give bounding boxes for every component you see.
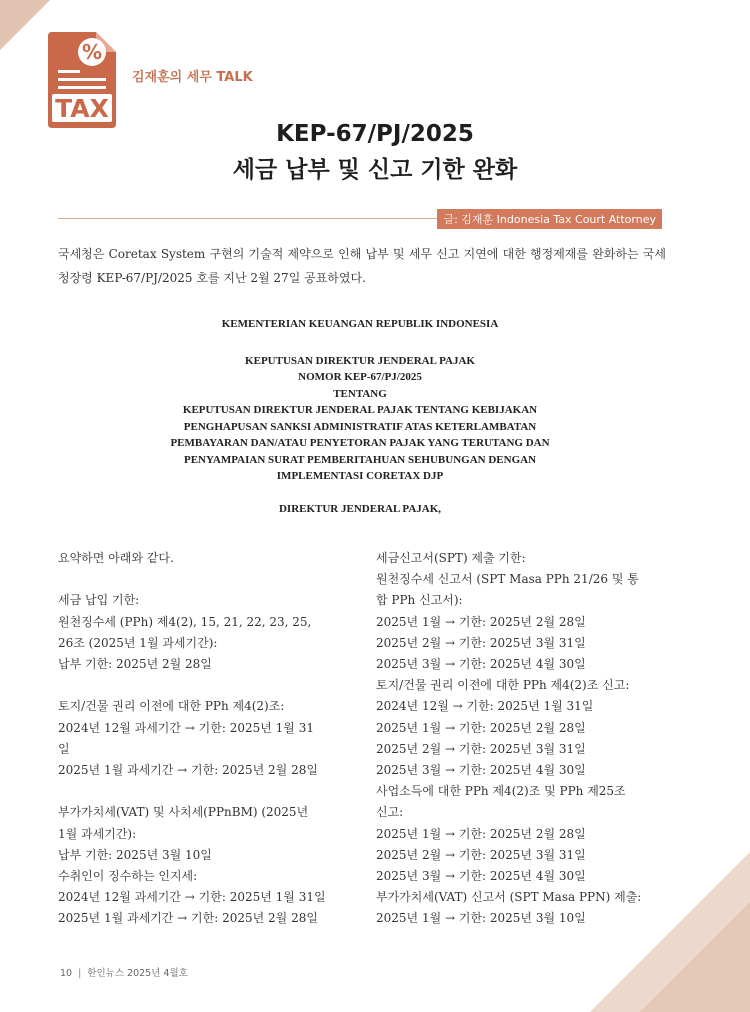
text-line: 부가가치세(VAT) 신고서 (SPT Masa PPN) 제출: <box>376 890 642 905</box>
logo-tax-text: TAX <box>55 94 109 123</box>
text-line: 26조 (2025년 1월 과세기간): <box>58 635 218 650</box>
text-line: 원천징수세 (PPh) 제4(2), 15, 21, 22, 23, 25, <box>58 614 312 629</box>
percent-symbol: % <box>81 40 103 64</box>
byline: 글: 김재훈 Indonesia Tax Court Attorney <box>437 209 662 229</box>
decree-line: KEPUTUSAN DIREKTUR JENDERAL PAJAK <box>245 354 475 367</box>
text-line: 2025년 2월 → 기한: 2025년 3월 31일 <box>376 635 586 650</box>
text-line: 납부 기한: 2025년 2월 28일 <box>58 657 212 671</box>
text-line: 요약하면 아래와 같다. <box>58 551 174 565</box>
decree-line: NOMOR KEP-67/PJ/2025 <box>298 371 422 383</box>
text-line: 부가가치세(VAT) 및 사치세(PPnBM) (2025년 <box>58 805 309 820</box>
text-line: 2025년 2월 → 기한: 2025년 3월 31일 <box>376 741 586 756</box>
page-number: 10 <box>60 968 73 979</box>
text-line: 합 PPh 신고서): <box>376 593 463 608</box>
decree-closing: DIREKTUR JENDERAL PAJAK, <box>278 502 442 515</box>
right-column <box>376 548 694 930</box>
text-line: 수취인이 징수하는 인지세: <box>58 869 198 883</box>
decree-line: KEPUTUSAN DIREKTUR JENDERAL PAJAK TENTANG KEBIJAKAN <box>182 404 538 416</box>
text-line: 원천징수세 신고서 (SPT Masa PPh 21/26 및 통 <box>376 572 639 587</box>
text-line: 일 <box>58 741 70 756</box>
text-line: 토지/건물 권리 이전에 대한 PPh 제4(2)조: <box>58 699 285 714</box>
decree-line: PENGHAPUSAN SANKSI ADMINISTRATIF ATAS KETERLAMBATAN <box>183 420 537 433</box>
text-line: 1월 과세기간): <box>58 826 137 841</box>
text-line: 세금 납입 기한: <box>58 593 140 608</box>
article-title <box>0 118 750 190</box>
column-label: 김재훈의 세무 TALK <box>132 70 253 85</box>
decree-line: PEMBAYARAN DAN/ATAU PENYETORAN PAJAK YANG TERUTANG DAN <box>170 437 550 449</box>
text-line: 2025년 1월 과세기간 → 기한: 2025년 2월 28일 <box>58 763 318 777</box>
text-line: 2025년 1월 과세기간 → 기한: 2025년 2월 28일 <box>58 911 318 926</box>
text-line: 2025년 3월 → 기한: 2025년 4월 30일 <box>376 869 586 884</box>
paragraph-gap <box>58 675 350 696</box>
text-line: 납부 기한: 2025년 3월 10일 <box>58 847 212 862</box>
text-line: 2025년 1월 → 기한: 2025년 2월 28일 <box>376 826 586 841</box>
text-line: 2025년 2월 → 기한: 2025년 3월 31일 <box>376 847 586 862</box>
text-line: 2025년 1월 → 기한: 2025년 3월 10일 <box>376 911 586 926</box>
decree-header <box>58 316 662 517</box>
text-line: 2025년 3월 → 기한: 2025년 4월 30일 <box>376 763 586 778</box>
title-line-2: 세금 납부 및 신고 기한 완화 <box>232 157 518 183</box>
text-line: 2024년 12월 과세기간 → 기한: 2025년 1월 31일 <box>58 890 326 905</box>
footer-separator: | <box>78 968 82 979</box>
decree-line: IMPLEMENTASI CORETAX DJP <box>276 470 444 482</box>
text-line: 2025년 3월 → 기한: 2025년 4월 30일 <box>376 657 586 672</box>
decree-line: TENTANG <box>333 387 387 400</box>
text-line: 2025년 1월 → 기한: 2025년 2월 28일 <box>376 720 586 735</box>
text-line: 2024년 12월 과세기간 → 기한: 2025년 1월 31 <box>58 720 314 735</box>
corner-decoration-top-left <box>0 0 50 50</box>
publication-name: 한인뉴스 2025년 4월호 <box>87 968 188 979</box>
text-line: 2024년 12월 → 기한: 2025년 1월 31일 <box>376 699 594 714</box>
text-line: 토지/건물 권리 이전에 대한 PPh 제4(2)조 신고: <box>376 678 630 693</box>
text-line: 세금신고서(SPT) 제출 기한: <box>376 551 526 565</box>
left-column <box>58 548 350 930</box>
decree-ministry: KEMENTERIAN KEUANGAN REPUBLIK INDONESIA <box>221 318 499 330</box>
title-line-1: KEP-67/PJ/2025 <box>276 121 474 147</box>
page-footer <box>60 965 188 979</box>
tax-document-icon <box>44 28 120 132</box>
text-line: 2025년 1월 → 기한: 2025년 2월 28일 <box>376 614 586 629</box>
paragraph-gap <box>58 781 350 802</box>
text-line: 사업소득에 대한 PPh 제4(2)조 및 PPh 제25조 <box>376 784 626 799</box>
intro-paragraph: 국세청은 Coretax System 구현의 기술적 제약으로 인해 납부 및 세무 신고 지연에 대한 행정제재를 완화하는 국세청장령 KEP-67/PJ/2025 호를 지난 2월 27일 공표하였다. <box>58 247 666 285</box>
decree-line: PENYAMPAIAN SURAT PEMBERITAHUAN SEHUBUNGAN DENGAN <box>183 453 537 466</box>
text-line: 신고: <box>376 805 404 820</box>
paragraph-gap <box>58 569 350 590</box>
